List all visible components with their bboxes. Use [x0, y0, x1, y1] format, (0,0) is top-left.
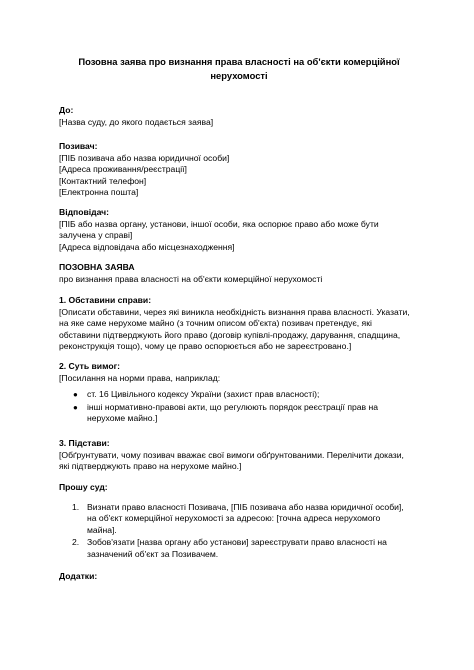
plaintiff-line: [Електронна пошта] [59, 187, 139, 197]
defendant-line: залучена у справі] [59, 230, 133, 240]
section-line: реконструкція тощо), чому це право оспорюється або не зареєстровано.] [59, 341, 352, 351]
request-heading: Прошу суд: [59, 482, 108, 492]
bullet-icon: ● [73, 402, 78, 412]
defendant-line: [ПІБ або назва органу, установи, іншої особи, яка оспорює право або може бути [59, 218, 379, 229]
to-section [59, 105, 419, 128]
list-item: 1. Визнати право власності Позивача, [ПІБ позивача або назва юридичної особи], на об'єкт комерційної нерухомості за адресою: [точна адреса нерухомого майна]. [72, 501, 404, 535]
section-line: [Обґрунтувати, чому позивач вважає свої вимоги обґрунтованими. Перелічити докази, [59, 449, 404, 460]
section-intro: [Посилання на норми права, наприклад: [59, 372, 221, 383]
request-section [59, 482, 419, 560]
title-line: нерухомості [210, 69, 268, 81]
bullet-icon: ● [73, 390, 78, 399]
claim-subheading: про визнання права власності на об'єкти комерційної нерухомості [59, 273, 323, 284]
list-item: 2. Зобов'язати [назва органу або установи] зареєструвати право власності на зазначений об'єкт за Позивачем. [72, 537, 387, 559]
request-list [59, 502, 419, 561]
section-heading: 3. Підстави: [59, 438, 110, 448]
plaintiff-label: Позивач: [59, 141, 98, 151]
section-circumstances [59, 295, 419, 353]
section-claims [59, 361, 419, 425]
defendant-section [59, 207, 419, 253]
section-grounds [59, 438, 419, 473]
plaintiff-line: [Адреса проживання/реєстрації] [59, 164, 187, 174]
section-line: обставини підтверджують його право (договір купівлі-продажу, дарування, спадщина, [59, 329, 401, 340]
section-line: на яке саме нерухоме майно (з точним описом об'єкта) позивач претендує, які [59, 318, 372, 328]
to-value: [Назва суду, до якого подається заява] [59, 116, 214, 127]
bullet-list [59, 389, 419, 425]
to-label: До: [59, 105, 74, 115]
title-line: Позовна заява про визнання права власності на об'єкти комерційної [78, 56, 400, 67]
plaintiff-section [59, 141, 419, 199]
list-item: ● інші нормативно-правові акти, що регулюють порядок реєстрації прав на нерухоме майно.] [73, 401, 379, 423]
defendant-line: [Адреса відповідача або місцезнаходження] [59, 241, 235, 252]
section-heading: 1. Обставини справи: [59, 295, 152, 305]
document-title [59, 55, 419, 82]
claim-heading: ПОЗОВНА ЗАЯВА [59, 262, 135, 272]
attachments-heading: Додатки: [59, 571, 98, 581]
plaintiff-line: [ПІБ позивача або назва юридичної особи] [59, 152, 230, 163]
claim-heading-section [59, 262, 419, 285]
section-heading: 2. Суть вимог: [59, 361, 121, 371]
attachments-section [59, 571, 419, 583]
section-line: які підтверджують право на нерухоме майно.] [59, 461, 242, 471]
list-item: ● ст. 16 Цивільного кодексу України (захист прав власності); [73, 389, 320, 399]
plaintiff-line: [Контактний телефон] [59, 175, 147, 186]
section-line: [Описати обставини, через які виникла необхідність визнання права власності. Указати, [59, 306, 410, 317]
defendant-label: Відповідач: [59, 207, 110, 217]
